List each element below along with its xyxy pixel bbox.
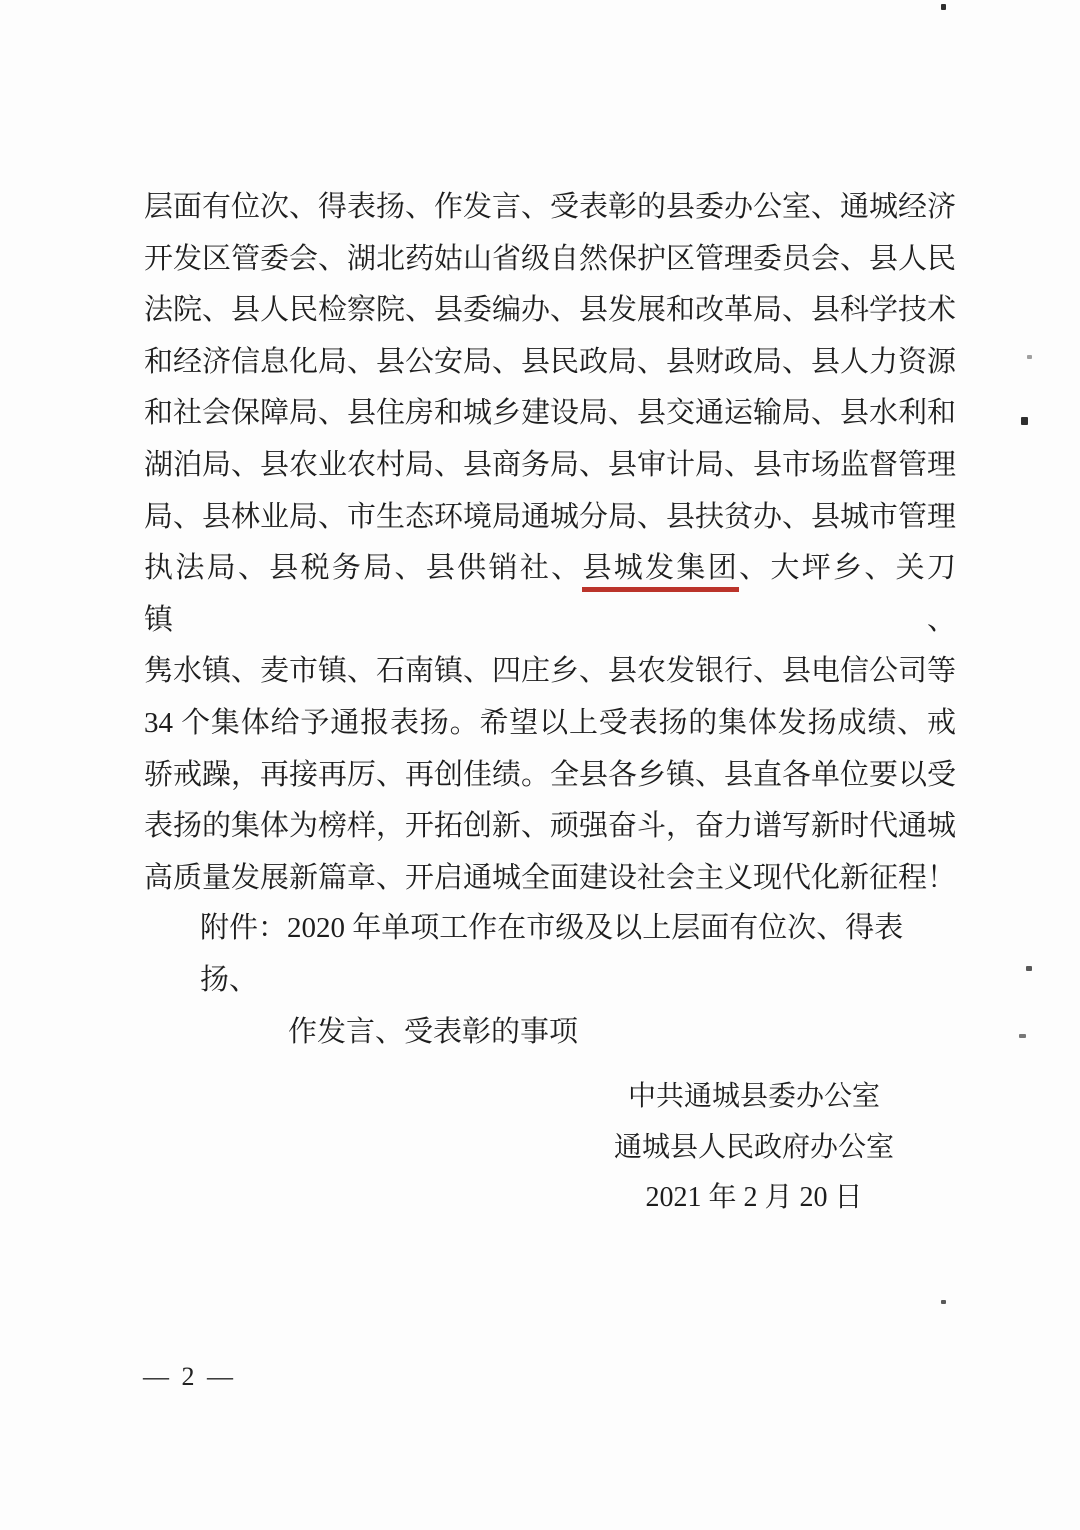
body-line: 层面有位次、得表扬、作发言、受表彰的县委办公室、通城经济 xyxy=(144,191,957,223)
body-line: 开发区管委会、湖北药姑山省级自然保护区管理委员会、县人民 xyxy=(144,242,957,275)
attachment-label: 附件： xyxy=(200,912,288,944)
scan-artifact-dot xyxy=(1027,355,1032,359)
body-text-segment: 、大坪乡、关刀镇、 xyxy=(144,552,956,636)
body-line: 局、县林业局、市生态环境局通城分局、县扶贫办、县城市管理 xyxy=(144,500,957,533)
scan-artifact-dot xyxy=(1021,417,1028,425)
body-line: 湖泊局、县农业农村局、县商务局、县审计局、县市场监督管理 xyxy=(144,448,957,481)
body-line: 和经济信息化局、县公安局、县民政局、县财政局、县人力资源 xyxy=(144,345,957,378)
body-line: 表扬的集体为榜样，开拓创新、顽强奋斗，奋力谱写新时代通城 xyxy=(144,810,957,843)
body-text-segment: 执法局、县税务局、县供销社、 xyxy=(144,552,583,585)
body-line: 骄戒躁，再接再厉、再创佳绩。全县各乡镇、县直各单位要以受 xyxy=(144,758,957,791)
highlighted-org-name: 县城发集团 xyxy=(582,552,739,592)
body-line-with-highlight xyxy=(144,543,956,646)
body-line: 隽水镇、麦市镇、石南镇、四庄乡、县农发银行、县电信公司等 xyxy=(144,655,957,688)
scan-artifact-dot xyxy=(1026,966,1032,971)
attachment-line-1 xyxy=(200,902,960,1006)
signature-org-2: 通城县人民政府办公室 xyxy=(613,1131,894,1163)
body-line: 34 个集体给予通报表扬。希望以上受表扬的集体发扬成绩、戒 xyxy=(144,706,956,739)
attachment-title-part-1: 2020 年单项工作在市级及以上层面有位次、得表扬、 xyxy=(200,912,904,996)
signature-date: 2021 年 2 月 20 日 xyxy=(645,1182,863,1213)
body-line: 高质量发展新篇章、开启通城全面建设社会主义现代化新征程！ xyxy=(144,861,957,894)
body-paragraph xyxy=(144,182,956,904)
attachment-note xyxy=(200,902,960,1058)
scan-artifact-dot xyxy=(1019,1034,1026,1038)
attachment-title-part-2: 作发言、受表彰的事项 xyxy=(288,1016,579,1048)
body-line: 法院、县人民检察院、县委编办、县发展和改革局、县科学技术 xyxy=(144,294,957,327)
signature-org-1: 中共通城县委办公室 xyxy=(627,1081,880,1112)
scan-artifact-dot xyxy=(941,4,946,10)
page-number: — 2 — xyxy=(143,1362,236,1391)
body-line: 和社会保障局、县住房和城乡建设局、县交通运输局、县水利和 xyxy=(144,397,957,430)
signature-block xyxy=(608,1072,900,1224)
scan-artifact-dot xyxy=(941,1300,946,1304)
